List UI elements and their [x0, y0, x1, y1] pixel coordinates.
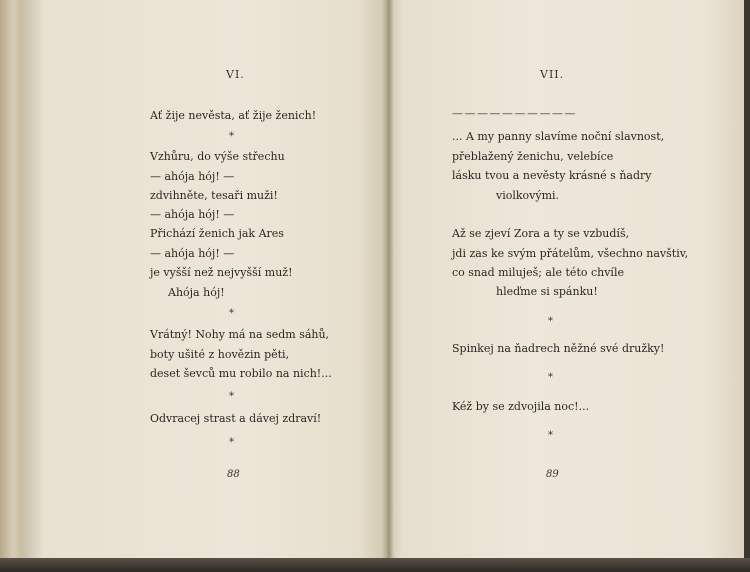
chapter-number-vii: VII. [540, 68, 565, 81]
verse-line: Vzhůru, do výše střechu [150, 150, 285, 163]
chapter-number-vi: VI. [226, 68, 245, 81]
verse-line: lásku tvou a nevěsty krásné s ňadry [452, 169, 652, 182]
verse-line: hleďme si spánku! [496, 285, 598, 298]
section-separator: * [229, 391, 234, 402]
verse-line: Ahója hój! [168, 286, 225, 299]
book-gutter [382, 0, 394, 560]
section-separator: * [229, 131, 234, 142]
verse-line: je vyšší než nejvyšší muž! [150, 266, 293, 279]
verse-line: jdi zas ke svým přátelům, všechno navštiv, [452, 247, 689, 260]
book-fore-edge-left [0, 0, 22, 572]
section-separator: * [229, 308, 234, 319]
section-separator: * [229, 437, 234, 448]
book-edge-bottom [0, 558, 750, 572]
verse-line: deset ševců mu robilo na nich!... [150, 367, 332, 380]
verse-line: — ahója hój! — [150, 170, 235, 183]
section-separator: * [548, 372, 553, 383]
dashed-rule: — — — — — — — — — — [452, 107, 575, 120]
verse-line: — ahója hój! — [150, 208, 235, 221]
verse-line: Přichází ženich jak Ares [150, 227, 284, 240]
verse-line: Odvracej strast a dávej zdraví! [150, 412, 322, 425]
verse-line: boty ušité z hovězin pěti, [150, 348, 290, 361]
verse-line: Spinkej na ňadrech něžné své družky! [452, 342, 665, 355]
right-page [388, 0, 744, 560]
verse-line: ... A my panny slavíme noční slavnost, [452, 130, 665, 143]
page-number-89: 89 [546, 469, 559, 480]
verse-line: zdvihněte, tesaři muži! [150, 189, 278, 202]
verse-line: přeblažený ženichu, velebíce [452, 150, 614, 163]
verse-line: Až se zjeví Zora a ty se vzbudíš, [452, 227, 630, 240]
verse-line: Vrátný! Nohy má na sedm sáhů, [150, 328, 330, 341]
section-separator: * [548, 430, 553, 441]
verse-line: violkovými. [496, 189, 560, 202]
section-separator: * [548, 316, 553, 327]
page-number-88: 88 [227, 469, 240, 480]
verse-line: — ahója hój! — [150, 247, 235, 260]
verse-line: Kéž by se zdvojila noc!... [452, 400, 590, 413]
verse-line: co snad miluješ; ale této chvíle [452, 266, 624, 279]
book-edge-right [744, 0, 750, 560]
left-page [22, 0, 388, 560]
verse-line: Ať žije nevěsta, ať žije ženich! [150, 109, 317, 122]
